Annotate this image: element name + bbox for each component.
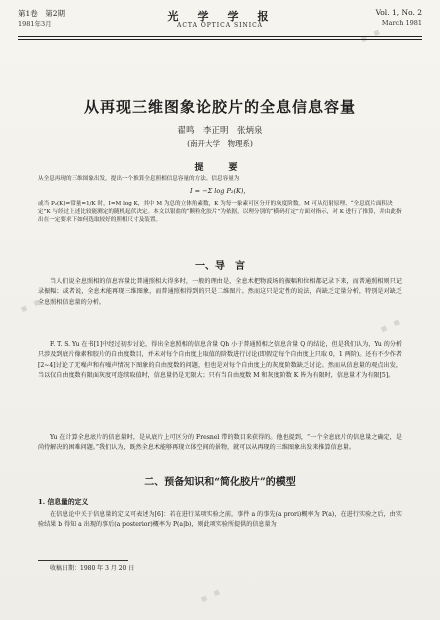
paragraph: 在信息论中关于信息量的定义可表述为[6]：若在进行某项实验之前，事件 a 的事先(a prori)概率为 P(a)，在进行实验之后，由实验结果 b 得知 a 出现的事后(a posterior)概率为 P(a|b)，则此项实验所提供的信息量为 — [38, 511, 402, 529]
paper-title: 从再现三维图象论胶片的全息信息容量 — [83, 98, 356, 116]
abstract-lead: 从全息再现的三维图象出发，提出一个推算全息照相信息容量的方法。信息容量为 — [38, 176, 240, 182]
abstract-body: 或当 P₂(K)=常量=1/K 时，I=M log K，其中 M 为总的立体角素数，K 为每一象素可区分开的灰度阶数。M 可从衍射原理、“全息底片面积决定”K 与经过上述比较能测定的随机起伏决定。本文以银盐的“颗粒化胶片”为依据，以理分别的“横码打定”方面对指示，对 K 进行了推算，并由此指出在一定要求下如何选取较好的照相尺寸及装置。 — [38, 201, 402, 224]
journal-name-cn: 光 学 学 报 — [167, 10, 273, 23]
journal-header — [18, 8, 422, 38]
volume-en: Vol. 1, No. 2 — [375, 8, 422, 17]
section-heading: 二、预备知识和“简化胶片”的模型 — [144, 477, 296, 488]
date-cn: 1981年3月 — [18, 20, 52, 28]
footnote-rule — [38, 560, 128, 561]
footnote: 收稿日期：1980 年 3 月 20 日 — [50, 565, 135, 572]
paragraph: Yu 在计算全息底片的信息量时，是从底片上可区分的 Fresnel 带的数目来获得的。他也提到，“一个全息底片的信息量之确定，是尚待解决的困难问题。”我们认为，既然全息术能够再现立体空间的景物，就可以从再现的三维图象出发来推算信息量。 — [38, 434, 402, 452]
paragraph: 当人们说全息照相的信息容量比普通照相大得多时，一般的理由是，全息术把物波场的振幅和位相都记录下来，而普通照相则只记录振幅；或者说，全息术能再现三维图象，而普通照相得到的只是二维图片。然而这只是定性的说法，尚缺乏定量分析，特别是对缺乏全息照相信息量的分析。 — [38, 278, 402, 306]
watermark: ▪ ▪ — [18, 295, 44, 316]
journal-name-en: ACTA OPTICA SINICA — [176, 22, 264, 29]
header-rule — [18, 39, 422, 40]
section-heading: 一、导 言 — [195, 261, 245, 272]
authors: 翟鸣 李正明 张炳泉 — [177, 126, 263, 136]
header-rule — [18, 36, 422, 37]
watermark: ▪ ▪ — [198, 585, 224, 606]
abstract-heading: 提 要 — [194, 163, 246, 173]
abstract-formula: I = −Σ log P₂(K)， — [190, 187, 250, 195]
watermark: ▪ ▪ — [358, 25, 384, 46]
date-en: March 1981 — [381, 19, 422, 27]
paragraph: F. T. S. Yu 在书[1]中经过初步讨论，得出全息照相的信息含量 Qh 小于普通照相之信息含量 Q 的结论，但是我们认为，Yu 的分析只涉及到底片像素和胶片的自由度数目，并未对每个自由度上取值的阶数进行讨论(即假定每个自由度上只取 0，1 两阶)。还有不少作者[2~4]讨论了无噪声和有噪声情况下图象的自由度数的问题，但也是对每个自由度上的灰度阶数缺乏讨论。然而从信息量的观点出发，当以仅自由度数有限面灰度可连续取值时，信息量仍是无限大；只有当自由度数 M 和灰度阶数 K 皆为有限时，信息量才为有限[5]。 — [38, 341, 402, 380]
subsection-heading: 1. 信息量的定义 — [38, 498, 89, 506]
affiliation: (南开大学 物理系) — [187, 139, 253, 148]
watermark: ▪ ▪ — [378, 315, 404, 336]
volume-cn: 第1卷 第2期 — [18, 9, 66, 18]
